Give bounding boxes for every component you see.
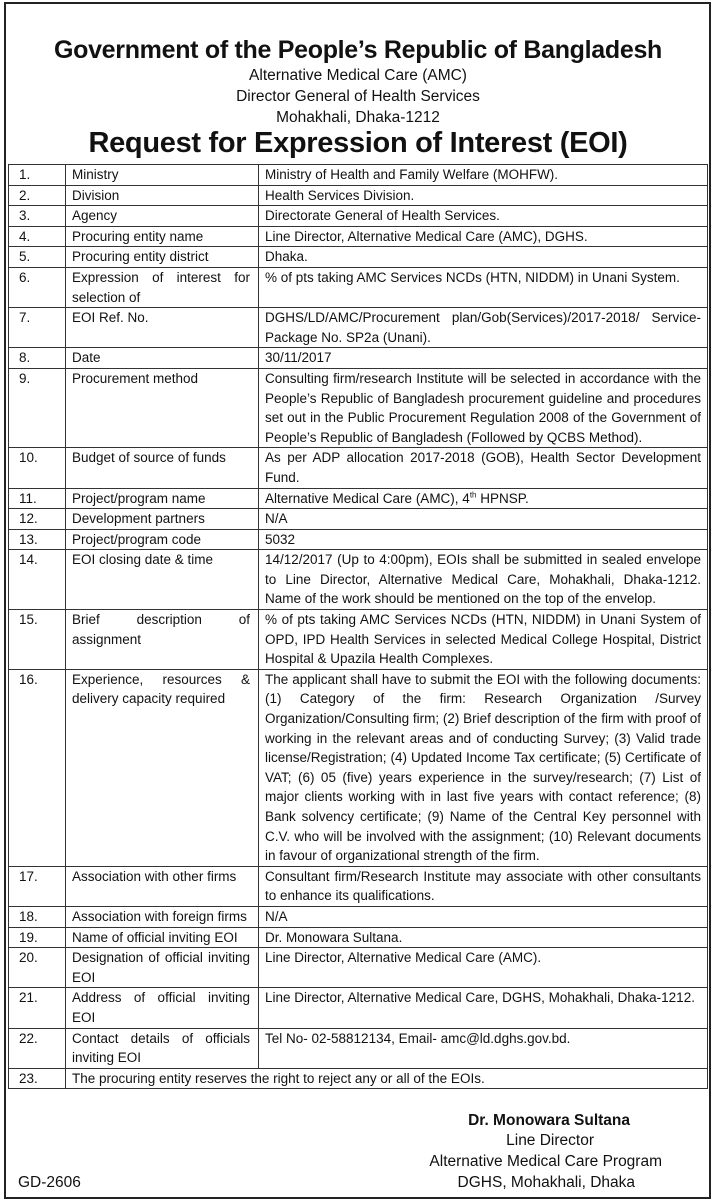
row-value: % of pts taking AMC Services NCDs (HTN, NIDDM) in Unani System. — [259, 267, 708, 307]
row-value: Directorate General of Health Services. — [259, 206, 708, 227]
signatory-address: DGHS, Mohakhali, Dhaka — [457, 1174, 635, 1191]
table-row — [9, 1068, 708, 1089]
row-number: 14. — [9, 550, 66, 610]
row-number: 17. — [9, 866, 66, 906]
row-value: Dhaka. — [259, 247, 708, 268]
row-label: EOI closing date & time — [66, 550, 259, 610]
row-number: 7. — [9, 308, 66, 348]
row-number: 8. — [9, 348, 66, 369]
row-number: 11. — [9, 488, 66, 509]
row-number: 20. — [9, 948, 66, 988]
row-label: Expression of interest for selection of — [66, 267, 259, 307]
table-row — [9, 247, 708, 268]
row-value: 5032 — [259, 529, 708, 550]
row-label: Project/program code — [66, 529, 259, 550]
government-heading: Government of the People’s Republic of Bangladesh — [53, 36, 663, 64]
row-value: DGHS/LD/AMC/Procurement plan/Gob(Services)/2017-2018/ Service-Package No. SP2a (Unani). — [259, 308, 708, 348]
row-label: Ministry — [66, 165, 259, 186]
row-value: The applicant shall have to submit the EOI with the following documents: (1) Category of the firm: Research Organization /Survey Organization/Consulting firm; (2) Brief description of the firm with proof of working in the relevant areas and of conducting Survey; (3) Valid trade license/Registration; (4) Updated Income Tax certificate; (5) Certificate of VAT; (6) 05 (five) years experience in the survey/research; (7) List of major clients working with in last five years with contact reference; (8) Bank solvency certificate; (9) Name of the Central Key personnel with C.V. who will be involved with the assignment; (10) Relevant documents in favour of organizational strength of the firm. — [259, 669, 708, 866]
row-label: Division — [66, 185, 259, 206]
table-row — [9, 206, 708, 227]
row-value: 30/11/2017 — [259, 348, 708, 369]
table-row — [9, 669, 708, 866]
row-number: 13. — [9, 529, 66, 550]
row-number: 18. — [9, 906, 66, 927]
row-value — [259, 488, 708, 509]
row-number: 3. — [9, 206, 66, 227]
row-value: Consultant firm/Research Institute may associate with other consultants to enhance its qualifications. — [259, 866, 708, 906]
row-label: Procurement method — [66, 368, 259, 447]
row-number: 16. — [9, 669, 66, 866]
table-row — [9, 348, 708, 369]
row-number: 12. — [9, 509, 66, 530]
row-label: Designation of official inviting EOI — [66, 948, 259, 988]
eoi-table — [8, 164, 708, 1089]
row-value: 14/12/2017 (Up to 4:00pm), EOIs shall be submitted in sealed envelope to Line Director, Alternative Medical Care, Mohakhali, Dhaka-1212. Name of the work should be mentioned on the top of the envelop. — [259, 550, 708, 610]
row-value: Dr. Monowara Sultana. — [259, 927, 708, 948]
row-label: Association with foreign firms — [66, 906, 259, 927]
signatory-program: Alternative Medical Care Program — [429, 1153, 662, 1170]
page-title: Request for Expression of Interest (EOI) — [88, 127, 628, 159]
table-row — [9, 948, 708, 988]
row-number: 1. — [9, 165, 66, 186]
row-value: N/A — [259, 509, 708, 530]
value-text: Alternative Medical Care (AMC), 4 — [265, 490, 470, 506]
row-label: Project/program name — [66, 488, 259, 509]
org-line-address: Mohakhali, Dhaka-1212 — [276, 109, 440, 126]
table-row — [9, 529, 708, 550]
table-row — [9, 308, 708, 348]
table-row — [9, 988, 708, 1028]
org-line-amc: Alternative Medical Care (AMC) — [249, 67, 467, 84]
row-number: 19. — [9, 927, 66, 948]
row-label: Association with other firms — [66, 866, 259, 906]
row-number: 2. — [9, 185, 66, 206]
table-row — [9, 185, 708, 206]
table-row — [9, 165, 708, 186]
signatory-name: Dr. Monowara Sultana — [468, 1112, 630, 1129]
table-row — [9, 1028, 708, 1068]
row-full-text: The procuring entity reserves the right to reject any or all of the EOIs. — [66, 1068, 708, 1089]
row-label: Brief description of assignment — [66, 610, 259, 670]
table-row — [9, 509, 708, 530]
row-value: As per ADP allocation 2017-2018 (GOB), Health Sector Development Fund. — [259, 448, 708, 488]
table-row — [9, 448, 708, 488]
row-label: Budget of source of funds — [66, 448, 259, 488]
row-value: Line Director, Alternative Medical Care (AMC). — [259, 948, 708, 988]
table-row — [9, 927, 708, 948]
row-value: N/A — [259, 906, 708, 927]
row-label: Development partners — [66, 509, 259, 530]
row-number: 6. — [9, 267, 66, 307]
signatory-title: Line Director — [506, 1132, 594, 1149]
row-value: Line Director, Alternative Medical Care (AMC), DGHS. — [259, 226, 708, 247]
value-text: HPNSP. — [476, 490, 529, 506]
row-label: Name of official inviting EOI — [66, 927, 259, 948]
row-label: Date — [66, 348, 259, 369]
table-row — [9, 488, 708, 509]
row-value: Tel No- 02-58812134, Email- amc@ld.dghs.gov.bd. — [259, 1028, 708, 1068]
table-row — [9, 368, 708, 447]
row-number: 10. — [9, 448, 66, 488]
table-row — [9, 906, 708, 927]
table-row — [9, 226, 708, 247]
row-value: Consulting firm/research Institute will be selected in accordance with the People’s Republic of Bangladesh procurement guideline and procedures set out in the Public Procurement Regulation 2008 of the Government of People’s Republic of Bangladesh (Followed by QCBS Method). — [259, 368, 708, 447]
row-number: 4. — [9, 226, 66, 247]
row-label: Agency — [66, 206, 259, 227]
row-value: % of pts taking AMC Services NCDs (HTN, NIDDM) in Unani System of OPD, IPD Health Services in selected Medical College Hospital, District Hospital & Upazila Health Complexes. — [259, 610, 708, 670]
row-number: 5. — [9, 247, 66, 268]
table-row — [9, 550, 708, 610]
row-value: Ministry of Health and Family Welfare (MOHFW). — [259, 165, 708, 186]
table-row — [9, 866, 708, 906]
row-number: 21. — [9, 988, 66, 1028]
row-label: EOI Ref. No. — [66, 308, 259, 348]
ordinal-superscript: th — [469, 490, 477, 499]
org-line-dghs: Director General of Health Services — [236, 88, 480, 105]
row-label: Procuring entity district — [66, 247, 259, 268]
row-number: 23. — [9, 1068, 66, 1089]
row-number: 22. — [9, 1028, 66, 1068]
notice-code: GD-2606 — [18, 1174, 81, 1191]
row-number: 15. — [9, 610, 66, 670]
row-value: Health Services Division. — [259, 185, 708, 206]
row-label: Procuring entity name — [66, 226, 259, 247]
row-label: Experience, resources & delivery capacity required — [66, 669, 259, 866]
row-label: Contact details of officials inviting EOI — [66, 1028, 259, 1068]
row-value: Line Director, Alternative Medical Care, DGHS, Mohakhali, Dhaka-1212. — [259, 988, 708, 1028]
table-row — [9, 267, 708, 307]
row-number: 9. — [9, 368, 66, 447]
table-row — [9, 610, 708, 670]
row-label: Address of official inviting EOI — [66, 988, 259, 1028]
